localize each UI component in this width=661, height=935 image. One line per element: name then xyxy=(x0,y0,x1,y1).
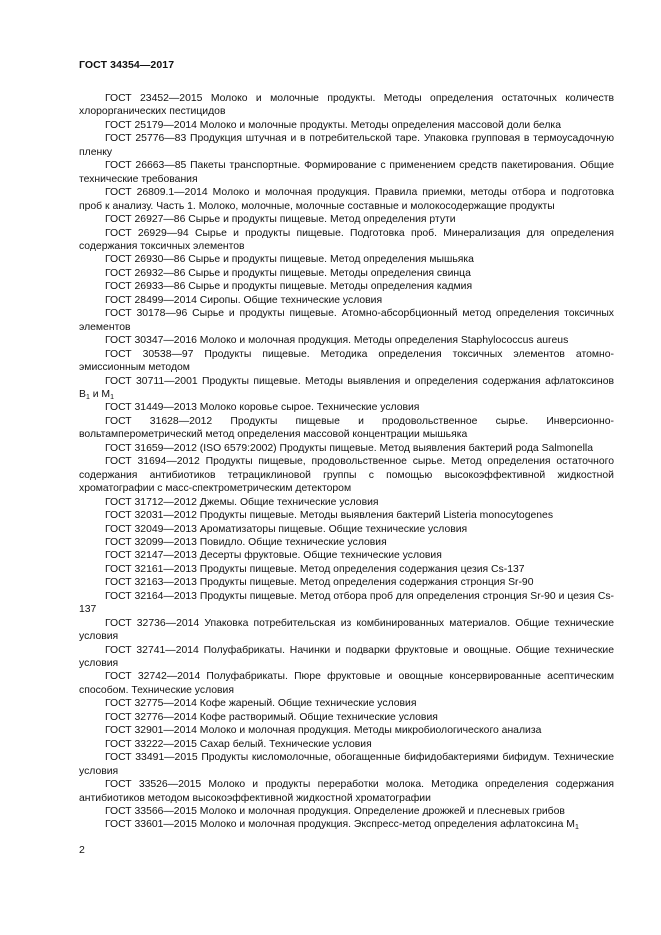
reference-item: ГОСТ 32099—2013 Повидло. Общие технические условия xyxy=(105,536,387,548)
reference-item: ГОСТ 32776—2014 Кофе растворимый. Общие технические условия xyxy=(105,711,438,723)
reference-item: ГОСТ 28499—2014 Сиропы. Общие технические условия xyxy=(105,294,383,306)
reference-item: ГОСТ 32163—2013 Продукты пищевые. Метод определения содержания стронция Sr-90 xyxy=(105,577,534,589)
normative-references-list xyxy=(79,92,614,832)
reference-item: ГОСТ 32736—2014 Упаковка потребительская из комбинированных материалов. Общие технические условия xyxy=(79,617,614,643)
reference-item: ГОСТ 31712—2012 Джемы. Общие технические условия xyxy=(105,496,379,508)
reference-item: ГОСТ 26933—86 Сырье и продукты пищевые. Методы определения кадмия xyxy=(105,281,473,293)
reference-item: ГОСТ 30538—97 Продукты пищевые. Методика определения токсичных элементов атомно-эмиссионным методом xyxy=(79,348,614,374)
reference-item: ГОСТ 32161—2013 Продукты пищевые. Метод определения содержания цезия Cs-137 xyxy=(105,563,525,575)
reference-item: ГОСТ 31694—2012 Продукты пищевые, продовольственное сырье. Метод определения остаточного содержания антибиотиков тетрациклиновой группы с помощью высокоэффективной жидкостной хроматографии с масс-спектрометрическим детектором xyxy=(79,456,614,495)
reference-item: ГОСТ 26932—86 Сырье и продукты пищевые. Методы определения свинца xyxy=(105,267,471,279)
reference-item: ГОСТ 32742—2014 Полуфабрикаты. Пюре фруктовые и овощные консервированные асептическим способом. Технические условия xyxy=(79,671,614,696)
reference-item: ГОСТ 32164—2013 Продукты пищевые. Метод отбора проб для определения стронция Sr-90 и цезия Cs-137 xyxy=(79,590,614,616)
reference-item: ГОСТ 32901—2014 Молоко и молочная продукция. Методы микробиологического анализа xyxy=(105,725,542,737)
reference-item: ГОСТ 32741—2014 Полуфабрикаты. Начинки и подварки фруктовые и овощные. Общие технические условия xyxy=(79,644,614,670)
reference-item: ГОСТ 31449—2013 Молоко коровье сырое. Технические условия xyxy=(105,402,420,414)
reference-item: ГОСТ 26809.1—2014 Молоко и молочная продукция. Правила приемки, методы отбора и подготовка проб к анализу. Часть 1. Молоко, молочные, молочные составные и молокосодержащие продукты xyxy=(79,187,614,212)
page-number: 2 xyxy=(79,844,85,856)
reference-item: ГОСТ 32049—2013 Ароматизаторы пищевые. Общие технические условия xyxy=(105,523,468,535)
reference-item: ГОСТ 31628—2012 Продукты пищевые и продовольственное сырье. Инверсионно-вольтамперометрический метод определения массовой концентрации мышьяка xyxy=(79,415,614,441)
document-header: ГОСТ 34354—2017 xyxy=(79,59,175,71)
reference-item: ГОСТ 30347—2016 Молоко и молочная продукция. Методы определения Staphylococcus aureus xyxy=(105,335,569,347)
reference-item: ГОСТ 31659—2012 (ISO 6579:2002) Продукты пищевые. Метод выявления бактерий рода Salmonella xyxy=(105,442,593,454)
reference-item: ГОСТ 33491—2015 Продукты кисломолочные, обогащенные бифидобактериями бифидум. Технические условия xyxy=(79,752,614,777)
reference-item: ГОСТ 25776—83 Продукция штучная и в потребительской таре. Упаковка групповая в термоусадочную пленку xyxy=(79,133,614,158)
reference-item: ГОСТ 23452—2015 Молоко и молочные продукты. Методы определения остаточных количеств хлорорганических пестицидов xyxy=(79,93,614,118)
reference-item: ГОСТ 26930—86 Сырье и продукты пищевые. Метод определения мышьяка xyxy=(105,254,474,266)
reference-item: ГОСТ 30711—2001 Продукты пищевые. Методы выявления и определения содержания афлатоксинов $B_1$ и $M_1$ xyxy=(79,375,614,401)
reference-item: ГОСТ 30178—96 Сырье и продукты пищевые. Атомно-абсорбционный метод определения токсичных элементов xyxy=(79,308,614,333)
reference-item: ГОСТ 26663—85 Пакеты транспортные. Формирование с применением средств пакетирования. Общие технические требования xyxy=(79,160,614,185)
reference-item: ГОСТ 32775—2014 Кофе жареный. Общие технические условия xyxy=(105,698,417,710)
reference-item: ГОСТ 32031—2012 Продукты пищевые. Методы выявления бактерий Listeria monocytogenes xyxy=(105,510,554,522)
reference-item: ГОСТ 33222—2015 Сахар белый. Технические условия xyxy=(105,738,372,750)
reference-item: ГОСТ 33566—2015 Молоко и молочная продукция. Определение дрожжей и плесневых грибов xyxy=(105,806,565,818)
reference-item: ГОСТ 32147—2013 Десерты фруктовые. Общие технические условия xyxy=(105,550,442,562)
reference-item: ГОСТ 33526—2015 Молоко и продукты переработки молока. Методика определения содержания антибиотиков методом высокоэффективной жидкостной хроматографии xyxy=(79,779,614,804)
reference-item: ГОСТ 26927—86 Сырье и продукты пищевые. Метод определения ртути xyxy=(105,214,456,226)
reference-item: ГОСТ 26929—94 Сырье и продукты пищевые. Подготовка проб. Минерализация для определения содержания токсичных элементов xyxy=(79,227,614,252)
reference-item: ГОСТ 25179—2014 Молоко и молочные продукты. Методы определения массовой доли белка xyxy=(105,119,561,131)
reference-item: ГОСТ 33601—2015 Молоко и молочная продукция. Экспресс-метод определения афлатоксина $M_1$ xyxy=(105,819,579,832)
